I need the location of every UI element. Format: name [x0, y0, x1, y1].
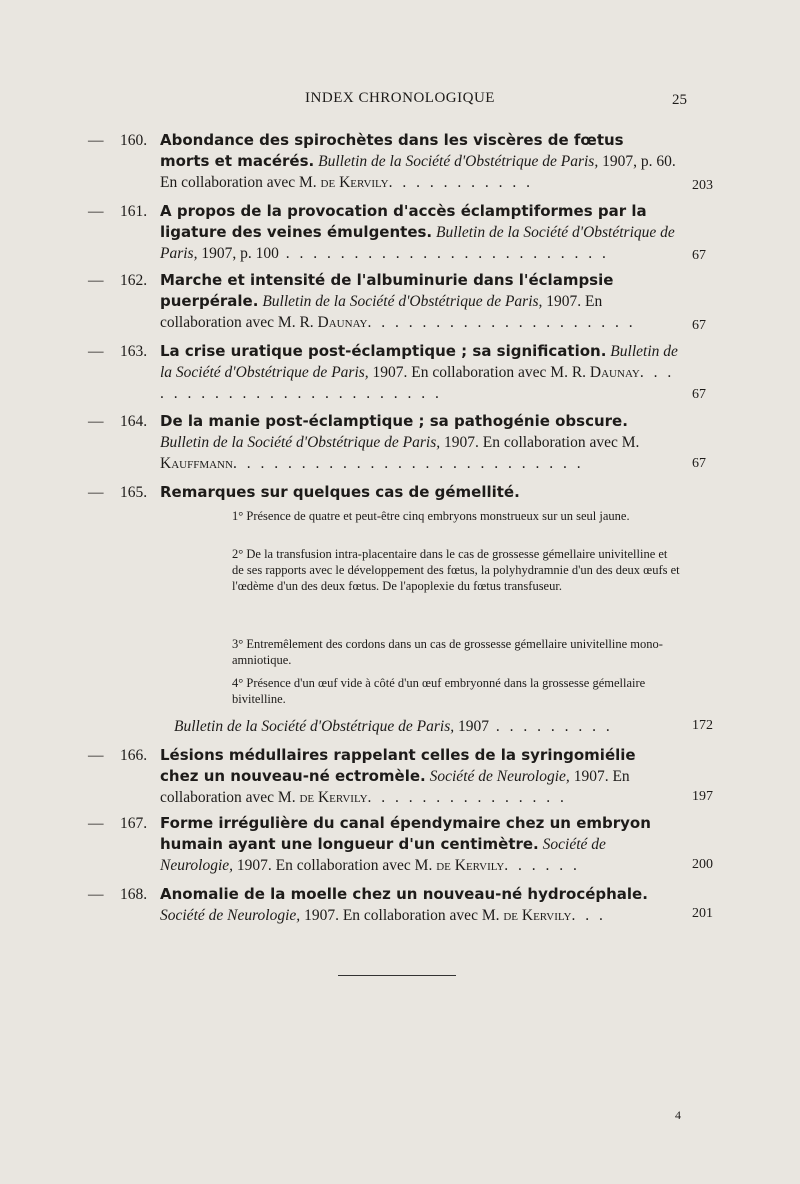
entry-collaborator: de Kervily	[299, 789, 368, 806]
entry-details: 1907. En collaboration avec M.	[236, 857, 433, 874]
subitem-3: 3° Entremêlement des cordons dans un cas de grossesse gémellaire univitelline mono-amniotique.	[232, 637, 663, 667]
entry-collaborator: Daunay	[317, 314, 368, 331]
entry-journal: Bulletin de la Société d'Obstétrique de Paris,	[174, 718, 455, 735]
entry-details: 1907, p. 100	[201, 245, 279, 262]
entry-collaborator: de Kervily	[436, 857, 505, 874]
entry-collaborator: Daunay	[589, 364, 640, 381]
entry-details: 1907	[457, 718, 489, 735]
entry-164: — 164. De la manie post-éclamptique ; sa pathogénie obscure. Bulletin de la Société d'Obstétrique de Paris, 1907. En collaboration avec M. Kauffmann. . . . . . . . . . . . . . . . . . . . . . . . . .	[88, 412, 640, 472]
entry-collaborator: de Kervily	[503, 907, 572, 924]
entry-number: 164.	[120, 413, 148, 430]
entry-collaborator: Kauffmann	[160, 455, 233, 472]
entry-title: Abondance des spirochètes dans les viscères de fœtus morts et macérés.	[160, 131, 624, 170]
entry-page-ref: 201	[692, 906, 713, 921]
entry-162: — 162. Marche et intensité de l'albuminurie dans l'éclampsie puerpérale. Bulletin de la Société d'Obstétrique de Paris, 1907. En collaboration avec M. R. Daunay. . . . . . . . . . . . . . . . . . . .	[88, 271, 636, 331]
entry-title: Anomalie de la moelle chez un nouveau-né hydrocéphale.	[160, 885, 648, 903]
entry-number: 162.	[120, 272, 148, 289]
subitem-4: 4° Présence d'un œuf vide à côté d'un œuf embryonné dans la grossesse gémellaire bivitelline.	[232, 676, 646, 706]
subitem-2: 2° De la transfusion intra-placentaire dans le cas de grossesse gémellaire univitelline et de ses rapports avec le développement des fœtus, la polyhydramnie d'un des deux œufs et l'œdème d'un des deux fœtus. De l'apoplexie du fœtus transfuseur.	[232, 547, 680, 593]
entry-journal: Société de Neurologie,	[160, 836, 606, 874]
entry-166: — 166. Lésions médullaires rappelant celles de la syringomiélie chez un nouveau-né ectromèle. Société de Neurologie, 1907. En collaboration avec M. de Kervily. . . . . . . . . . . . . . .	[88, 746, 636, 806]
entry-title: De la manie post-éclamptique ; sa pathogénie obscure.	[160, 412, 628, 430]
entry-165: — 165. Remarques sur quelques cas de gémellité.	[88, 483, 520, 501]
entry-title: Marche et intensité de l'albuminurie dans l'éclampsie puerpérale.	[160, 271, 614, 310]
entry-page-ref: 197	[692, 789, 713, 804]
entry-161: — 161. A propos de la provocation d'accès éclamptiformes par la ligature des veines émulgentes. Bulletin de la Société d'Obstétrique de Paris, 1907, p. 100 . . . . . . . . . . . . . . . . . . . . . . . .	[88, 202, 675, 262]
entry-160: — 160. Abondance des spirochètes dans les viscères de fœtus morts et macérés. Bulletin de la Société d'Obstétrique de Paris, 1907, p. 60. En collaboration avec M. de Kervily. . . . . . . . . . .	[88, 131, 676, 191]
entry-title: La crise uratique post-éclamptique ; sa signification.	[160, 342, 607, 360]
entry-167: — 167. Forme irrégulière du canal épendymaire chez un embryon humain ayant une longueur d'un centimètre. Société de Neurologie, 1907. En collaboration avec M. de Kervily. . . . . .	[88, 814, 651, 874]
entry-journal: Société de Neurologie,	[160, 907, 301, 924]
entry-journal: Bulletin de la Société d'Obstétrique de Paris,	[160, 343, 678, 381]
entry-163: — 163. La crise uratique post-éclamptique ; sa signification. Bulletin de la Société d'Obstétrique de Paris, 1907. En collaboration avec M. R. Daunay. . . . . . . . . . . . . . . . . . . . . . . .	[88, 342, 678, 402]
entry-number: 163.	[120, 343, 148, 360]
entry-details: 1907, p. 60. En collaboration avec M.	[160, 153, 676, 191]
entry-title: Lésions médullaires rappelant celles de la syringomiélie chez un nouveau-né ectromèle.	[160, 746, 636, 785]
entry-title: A propos de la provocation d'accès éclamptiformes par la ligature des veines émulgentes.	[160, 202, 647, 241]
entry-details: 1907. En collaboration avec M.	[160, 768, 630, 806]
entry-collaborator: de Kervily	[320, 174, 389, 191]
entry-page-ref: 67	[692, 387, 706, 402]
divider-rule	[338, 975, 456, 976]
entry-page-ref: 200	[692, 857, 713, 872]
entry-journal: Bulletin de la Société d'Obstétrique de Paris,	[160, 434, 441, 451]
entry-journal: Société de Neurologie,	[429, 768, 570, 785]
entry-number: 167.	[120, 815, 148, 832]
subitem-1: 1° Présence de quatre et peut-être cinq embryons monstrueux sur un seul jaune.	[232, 509, 630, 523]
entry-number: 168.	[120, 886, 148, 903]
signature-mark: 4	[675, 1108, 681, 1122]
running-title: INDEX CHRONOLOGIQUE	[305, 90, 495, 106]
entry-page-ref: 67	[692, 456, 706, 471]
entry-journal: Bulletin de la Société d'Obstétrique de Paris,	[160, 224, 675, 262]
entry-title: Remarques sur quelques cas de gémellité.	[160, 483, 520, 501]
entry-number: 161.	[120, 203, 148, 220]
entry-page-ref: 67	[692, 248, 706, 263]
entry-page-ref: 203	[692, 178, 713, 193]
entry-168: — 168. Anomalie de la moelle chez un nouveau-né hydrocéphale. Société de Neurologie, 1907. En collaboration avec M. de Kervily. . .	[88, 885, 648, 924]
entry-165-citation: Bulletin de la Société d'Obstétrique de Paris, 1907 . . . . . . . . .	[174, 718, 613, 735]
entry-page-ref: 172	[692, 718, 713, 733]
entry-number: 166.	[120, 747, 148, 764]
entry-number: 165.	[120, 484, 148, 501]
entry-page-ref: 67	[692, 318, 706, 333]
entry-details: 1907. En collaboration avec M. R.	[160, 293, 603, 331]
entry-title: Forme irrégulière du canal épendymaire chez un embryon humain ayant une longueur d'un centimètre.	[160, 814, 651, 853]
entry-details: 1907. En collaboration avec M.	[443, 434, 640, 451]
entry-journal: Bulletin de la Société d'Obstétrique de Paris,	[318, 153, 599, 170]
entry-details: 1907. En collaboration avec M.	[304, 907, 500, 924]
entry-journal: Bulletin de la Société d'Obstétrique de Paris,	[262, 293, 543, 310]
page-number: 25	[672, 92, 687, 108]
entry-number: 160.	[120, 132, 148, 149]
entry-details: 1907. En collaboration avec M. R.	[372, 364, 587, 381]
